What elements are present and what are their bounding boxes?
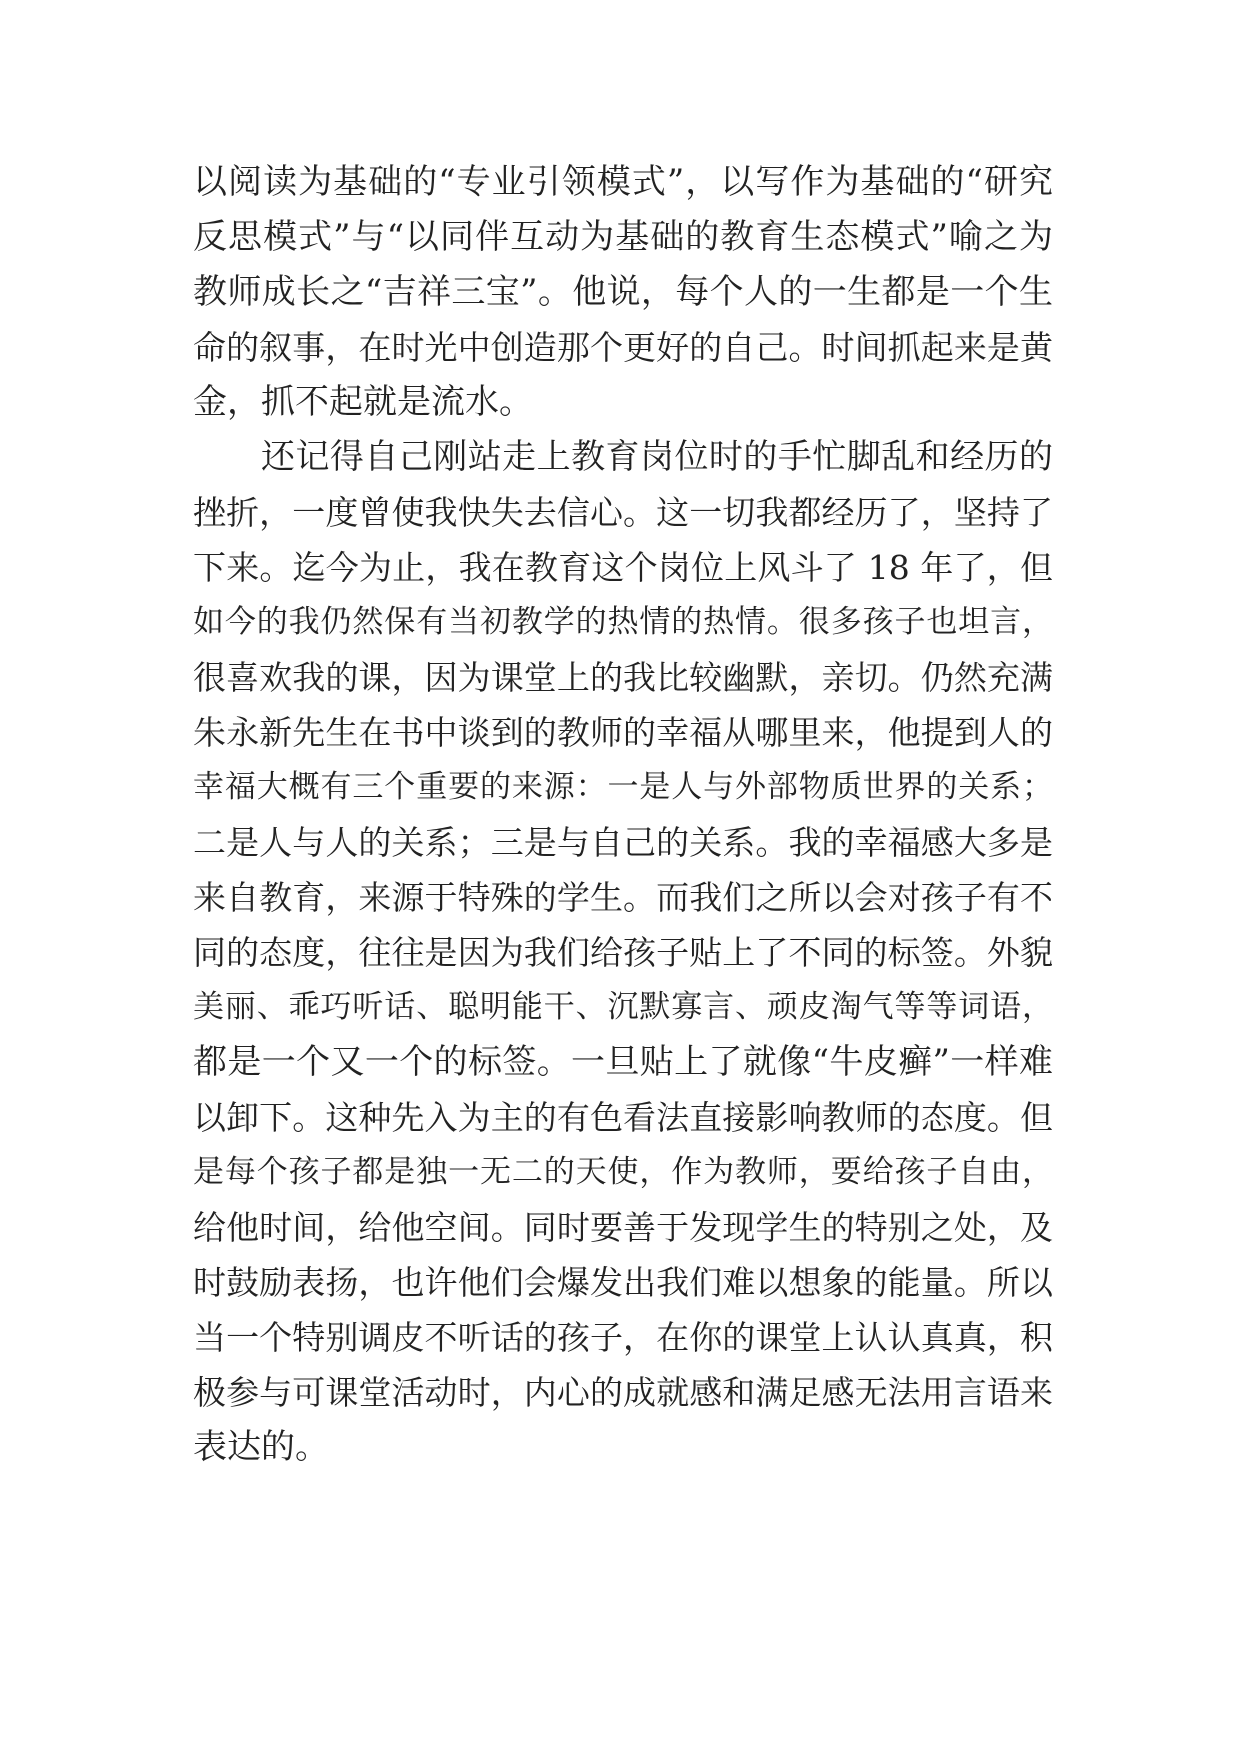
text-line: 时鼓励表扬，也许他们会爆发出我们难以想象的能量。所以 [193, 1263, 1053, 1302]
text-line: 如今的我仍然保有当初教学的热情的热情。很多孩子也坦言， [193, 604, 1053, 640]
body-text [193, 155, 1053, 1475]
text-line: 当一个特别调皮不听话的孩子，在你的课堂上认认真真，积 [193, 1318, 1053, 1357]
text-line: 表达的。 [193, 1427, 329, 1467]
text-line: 来自教育，来源于特殊的学生。而我们之所以会对孩子有不 [193, 878, 1053, 917]
text-line: 教师成长之“吉祥三宝”。他说，每个人的一生都是一个生 [193, 272, 1053, 312]
text-line: 给他时间，给他空间。同时要善于发现学生的特别之处，及 [193, 1208, 1053, 1247]
text-line: 命的叙事，在时光中创造那个更好的自己。时间抓起来是黄 [193, 328, 1053, 367]
text-line: 同的态度，往往是因为我们给孩子贴上了不同的标签。外貌 [193, 933, 1053, 972]
text-line: 反思模式”与“以同伴互动为基础的教育生态模式”喻之为 [193, 217, 1053, 257]
text-line: 以卸下。这种先入为主的有色看法直接影响教师的态度。但 [193, 1098, 1053, 1137]
text-line: 以阅读为基础的“专业引领模式”，以写作为基础的“研究 [193, 162, 1053, 202]
text-line: 幸福大概有三个重要的来源：一是人与外部物质世界的关系； [193, 769, 1053, 805]
text-line: 金，抓不起就是流水。 [193, 382, 533, 422]
text-line: 下来。迄今为止，我在教育这个岗位上风斗了 18 年了，但 [193, 548, 1053, 587]
text-line: 是每个孩子都是独一无二的天使，作为教师，要给孩子自由， [193, 1154, 1053, 1190]
text-line: 朱永新先生在书中谈到的教师的幸福从哪里来，他提到人的 [193, 713, 1053, 752]
text-line: 二是人与人的关系；三是与自己的关系。我的幸福感大多是 [193, 823, 1053, 862]
text-line: 美丽、乖巧听话、聪明能干、沉默寡言、顽皮淘气等等词语， [193, 989, 1053, 1025]
text-line: 挫折，一度曾使我快失去信心。这一切我都经历了，坚持了 [193, 493, 1053, 532]
text-line: 很喜欢我的课，因为课堂上的我比较幽默，亲切。仍然充满 [193, 658, 1053, 697]
paragraph-start-line: 还记得自己刚站走上教育岗位时的手忙脚乱和经历的 [261, 437, 1053, 477]
text-line: 都是一个又一个的标签。一旦贴上了就像“牛皮癣”一样难 [193, 1042, 1053, 1082]
text-line: 极参与可课堂活动时，内心的成就感和满足感无法用言语来 [193, 1373, 1053, 1412]
